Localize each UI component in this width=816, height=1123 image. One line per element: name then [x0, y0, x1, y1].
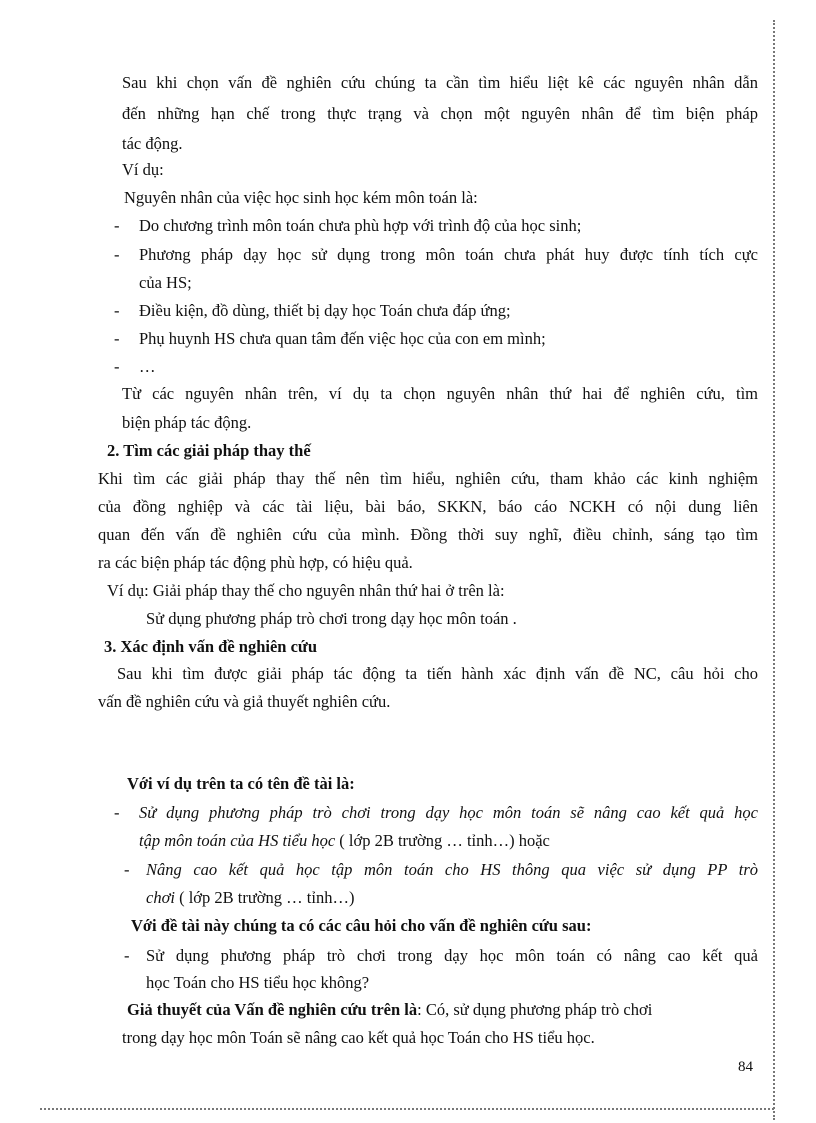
topic-line — [139, 828, 550, 855]
question-line: học Toán cho HS tiểu học không? — [146, 973, 370, 992]
list-item-continuation: của HS; — [139, 273, 192, 292]
hypothesis-label: Giả thuyết của Vấn đề nghiên cứu trên là — [127, 1000, 418, 1019]
causes-intro: Nguyên nhân của việc học sinh học kém môn toán là: — [124, 188, 478, 207]
bullet-dash: - — [114, 216, 120, 235]
page-border-right — [772, 20, 775, 1120]
topic-scope: ( lớp 2B trường … tỉnh…) — [174, 888, 355, 907]
list-item: Phụ huynh HS chưa quan tâm đến việc học của con em mình; — [139, 329, 546, 348]
topic-title-italic: chơi — [146, 888, 175, 907]
paragraph-line: tác động. — [122, 134, 183, 153]
paragraph-line: vấn đề nghiên cứu và giả thuyết nghiên cứu. — [98, 692, 391, 711]
bullet-dash: - — [114, 301, 120, 320]
solution-line: Sử dụng phương pháp trò chơi trong dạy học môn toán . — [146, 609, 517, 628]
topic-line: Nâng cao kết quả học tập môn toán cho HS thông qua việc sử dụng PP trò — [146, 860, 758, 879]
paragraph-line: ra các biện pháp tác động phù hợp, có hiệu quả. — [98, 553, 413, 572]
hypothesis-line: trong dạy học môn Toán sẽ nâng cao kết quả học Toán cho HS tiểu học. — [122, 1028, 595, 1047]
topic-intro: Với ví dụ trên ta có tên đề tài là: — [127, 774, 355, 793]
bullet-dash: - — [114, 357, 120, 376]
paragraph-line: Sau khi tìm được giải pháp tác động ta tiến hành xác định vấn đề NC, câu hỏi cho — [117, 664, 758, 683]
question-line: Sử dụng phương pháp trò chơi trong dạy học môn toán có nâng cao kết quả — [146, 946, 758, 965]
page-number: 84 — [738, 1059, 753, 1075]
list-item: Do chương trình môn toán chưa phù hợp với trình độ của học sinh; — [139, 216, 582, 235]
topic-title-italic: tập môn toán của HS tiểu học — [139, 831, 336, 850]
paragraph-line: biện pháp tác động. — [122, 413, 252, 432]
page-border-bottom — [40, 1108, 774, 1110]
bullet-dash: - — [114, 329, 120, 348]
paragraph-line: của đồng nghiệp và các tài liệu, bài báo, SKKN, báo cáo NCKH có nội dung liên — [98, 497, 758, 516]
bullet-dash: - — [114, 803, 120, 822]
hypothesis-line — [127, 997, 652, 1024]
topic-scope: ( lớp 2B trường … tỉnh…) hoặc — [335, 831, 550, 850]
topic-line: Sử dụng phương pháp trò chơi trong dạy học môn toán sẽ nâng cao kết quả học — [139, 803, 758, 822]
paragraph-line: quan đến vấn đề nghiên cứu của mình. Đồng thời suy nghĩ, điều chỉnh, sáng tạo tìm — [98, 525, 758, 544]
paragraph-line: đến những hạn chế trong thực trạng và chọn một nguyên nhân để tìm biện pháp — [122, 104, 758, 123]
paragraph-line: Từ các nguyên nhân trên, ví dụ ta chọn nguyên nhân thứ hai để nghiên cứu, tìm — [122, 384, 758, 403]
bullet-dash: - — [124, 946, 130, 965]
paragraph-line: Sau khi chọn vấn đề nghiên cứu chúng ta cần tìm hiểu liệt kê các nguyên nhân dẫn — [122, 73, 758, 92]
paragraph-line: Khi tìm các giải pháp thay thế nên tìm hiểu, nghiên cứu, tham khảo các kinh nghiệm — [98, 469, 758, 488]
example-line: Ví dụ: Giải pháp thay thế cho nguyên nhân thứ hai ở trên là: — [107, 581, 505, 600]
bullet-dash: - — [114, 245, 120, 264]
questions-intro: Với đề tài này chúng ta có các câu hỏi cho vấn đề nghiên cứu sau: — [131, 916, 592, 935]
bullet-dash: - — [124, 860, 130, 879]
list-item: … — [139, 357, 156, 376]
section-heading: 2. Tìm các giải pháp thay thế — [107, 441, 311, 460]
list-item: Phương pháp dạy học sử dụng trong môn toán chưa phát huy được tính tích cực — [139, 245, 758, 264]
section-heading: 3. Xác định vấn đề nghiên cứu — [104, 637, 317, 656]
list-item: Điều kiện, đồ dùng, thiết bị dạy học Toán chưa đáp ứng; — [139, 301, 511, 320]
topic-line — [146, 885, 354, 912]
example-label: Ví dụ: — [122, 160, 164, 179]
hypothesis-text: : Có, sử dụng phương pháp trò chơi — [417, 1000, 653, 1019]
